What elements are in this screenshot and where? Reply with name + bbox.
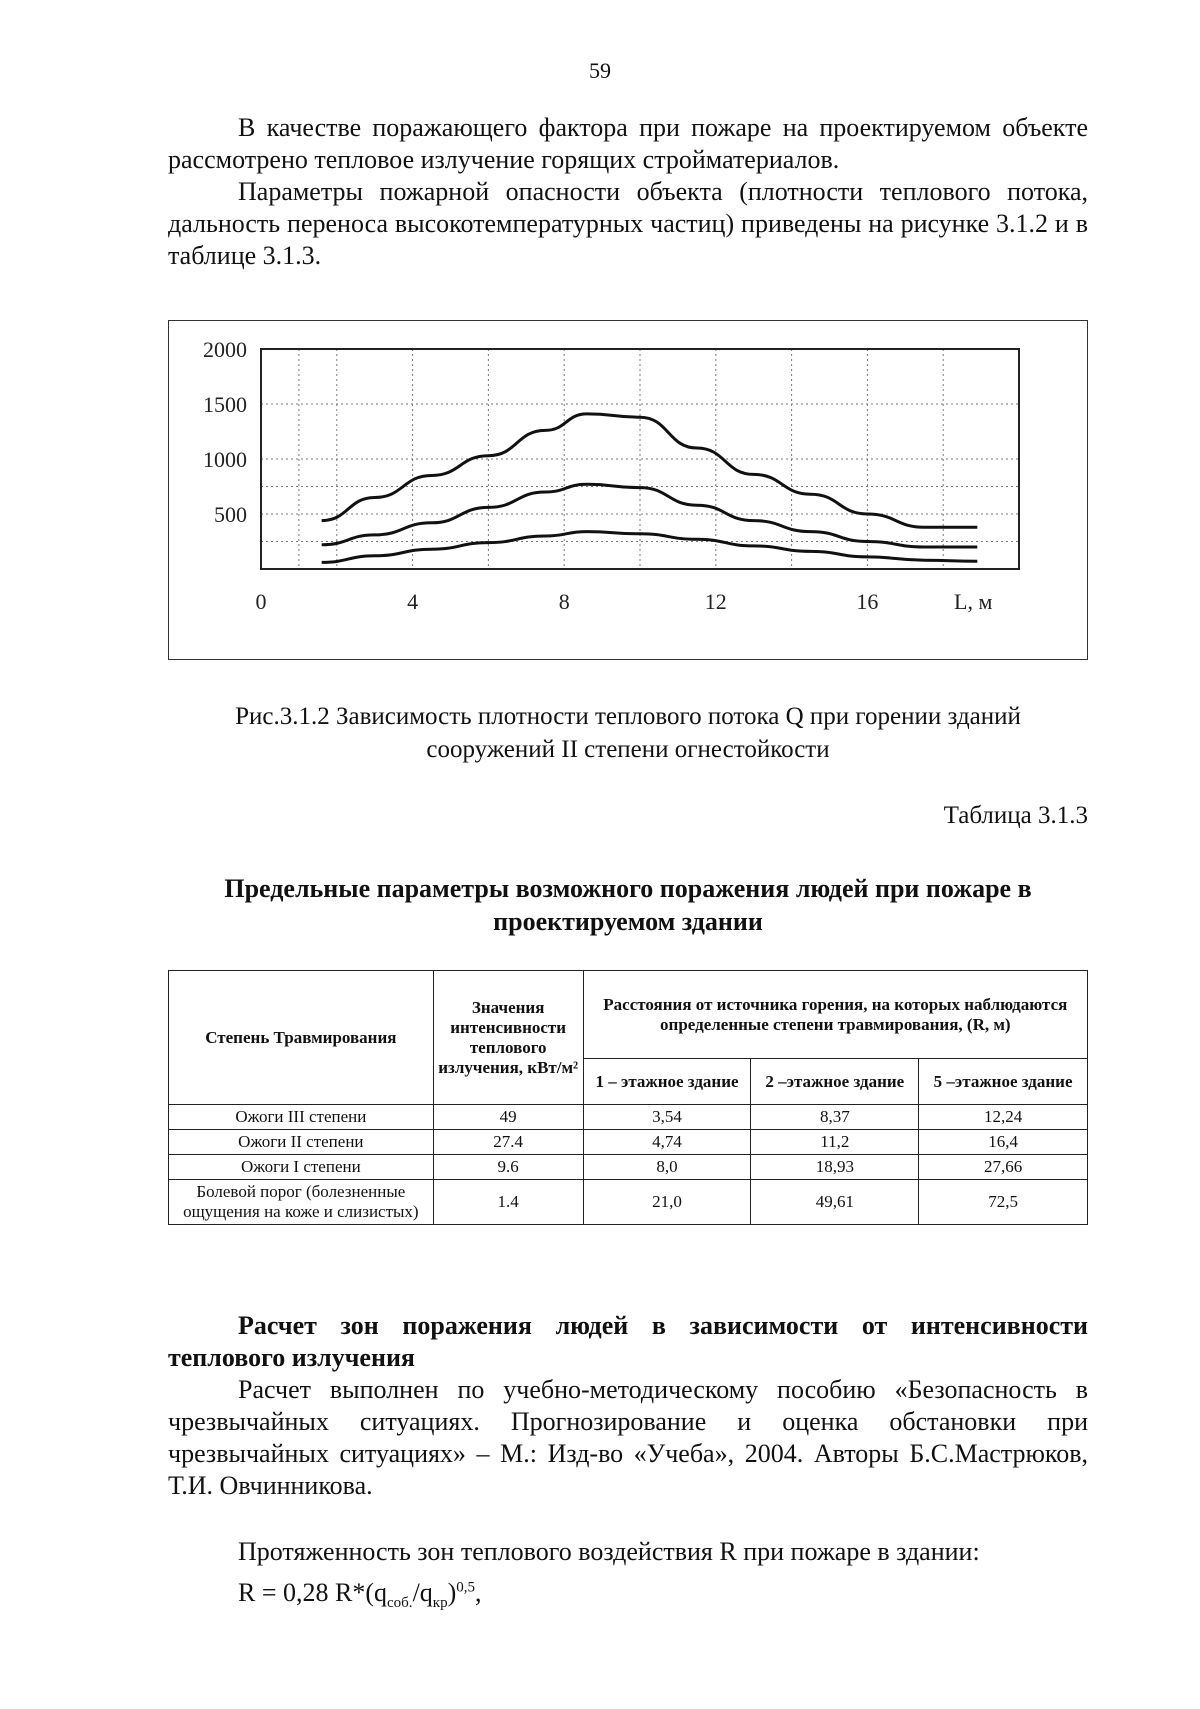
table-row bbox=[169, 1155, 1088, 1180]
page-number: 59 bbox=[589, 58, 611, 83]
cell-injury: Ожоги I степени bbox=[169, 1155, 434, 1180]
formula-prefix: R = 0,28 R*(q bbox=[238, 1578, 388, 1607]
formula-sub-own: соб. bbox=[387, 1595, 413, 1612]
cell-intensity: 9.6 bbox=[433, 1155, 583, 1180]
table-row bbox=[169, 1180, 1088, 1225]
table-label: Таблица 3.1.3 bbox=[943, 802, 1088, 829]
formula-close: ) bbox=[447, 1578, 457, 1607]
x-tick-label: 16 bbox=[856, 589, 879, 614]
heat-flux-chart bbox=[168, 320, 1088, 660]
body-paragraph-1: Расчет выполнен по учебно-методическому пособию «Безопасность в чрезвычайных ситуациях. Прогнозирование и оценка обстановки при чрезвычайных ситуациях» – М.: Изд-во «Учеба», 2004. Авторы Б.С.Мастрюков, Т.И. Овчинникова. bbox=[168, 1375, 1088, 1500]
injury-parameters-table bbox=[168, 970, 1088, 1225]
cell-distance-5: 72,5 bbox=[919, 1180, 1088, 1225]
cell-intensity: 1.4 bbox=[433, 1180, 583, 1225]
x-axis-label: L, м bbox=[954, 589, 993, 614]
section-heading: Расчет зон поражения людей в зависимости от интенсивности теплового излучения bbox=[168, 1311, 1088, 1372]
chart-canvas bbox=[169, 321, 1089, 661]
x-tick-label: 12 bbox=[704, 589, 727, 614]
body-paragraph-2: Протяженность зон теплового воздействия R при пожаре в здании: bbox=[238, 1537, 980, 1566]
table-row bbox=[169, 1130, 1088, 1155]
x-tick-label: 8 bbox=[558, 589, 570, 614]
formula-sub-critical: кр bbox=[432, 1595, 448, 1612]
header-five-storey: 5 –этажное здание bbox=[919, 1059, 1088, 1105]
cell-distance-2: 8,37 bbox=[751, 1105, 919, 1130]
x-tick-label: 4 bbox=[407, 589, 419, 614]
header-two-storey: 2 –этажное здание bbox=[751, 1059, 919, 1105]
series-line-1 bbox=[322, 414, 978, 527]
cell-distance-5: 27,66 bbox=[919, 1155, 1088, 1180]
cell-intensity: 27.4 bbox=[433, 1130, 583, 1155]
cell-distance-1: 21,0 bbox=[583, 1180, 751, 1225]
y-tick-label: 1000 bbox=[203, 447, 247, 472]
cell-intensity: 49 bbox=[433, 1105, 583, 1130]
cell-distance-2: 18,93 bbox=[751, 1155, 919, 1180]
header-injury-degree: Степень Травмирования bbox=[169, 971, 434, 1105]
intro-paragraph-1: В качестве поражающего фактора при пожаре на проектируемом объекте рассмотрено тепловое излучение горящих стройматериалов. bbox=[168, 113, 1088, 174]
series-line-3 bbox=[322, 532, 978, 563]
y-tick-label: 500 bbox=[214, 502, 247, 527]
formula-exponent: 0,5 bbox=[456, 1579, 476, 1596]
cell-injury: Болевой порог (болезненные ощущения на коже и слизистых) bbox=[169, 1180, 434, 1225]
cell-distance-2: 11,2 bbox=[751, 1130, 919, 1155]
header-one-storey: 1 – этажное здание bbox=[583, 1059, 751, 1105]
cell-injury: Ожоги II степени bbox=[169, 1130, 434, 1155]
y-tick-label: 1500 bbox=[203, 392, 247, 417]
header-intensity: Значения интенсивности теплового излучения, кВт/м² bbox=[433, 971, 583, 1105]
header-distances: Расстояния от источника горения, на которых наблюдаются определенные степени травмирования, (R, м) bbox=[583, 971, 1087, 1059]
formula-suffix: , bbox=[475, 1578, 482, 1607]
intro-paragraph-2: Параметры пожарной опасности объекта (плотности теплового потока, дальность переноса высокотемпературных частиц) приведены на рисунке 3.1.2 и в таблице 3.1.3. bbox=[168, 177, 1088, 270]
cell-distance-1: 4,74 bbox=[583, 1130, 751, 1155]
table-title: Предельные параметры возможного поражения людей при пожаре в проектируемом здании bbox=[224, 874, 1032, 936]
cell-distance-5: 16,4 bbox=[919, 1130, 1088, 1155]
y-tick-label: 2000 bbox=[203, 337, 247, 362]
cell-distance-2: 49,61 bbox=[751, 1180, 919, 1225]
cell-distance-1: 8,0 bbox=[583, 1155, 751, 1180]
cell-distance-5: 12,24 bbox=[919, 1105, 1088, 1130]
x-tick-label: 0 bbox=[255, 589, 267, 614]
cell-injury: Ожоги III степени bbox=[169, 1105, 434, 1130]
zone-length-formula bbox=[238, 1578, 482, 1612]
formula-mid: /q bbox=[412, 1578, 433, 1607]
figure-caption: Рис.3.1.2 Зависимость плотности теплового потока Q при горении зданий сооружений II степени огнестойкости bbox=[235, 703, 1021, 763]
table-row bbox=[169, 1105, 1088, 1130]
cell-distance-1: 3,54 bbox=[583, 1105, 751, 1130]
